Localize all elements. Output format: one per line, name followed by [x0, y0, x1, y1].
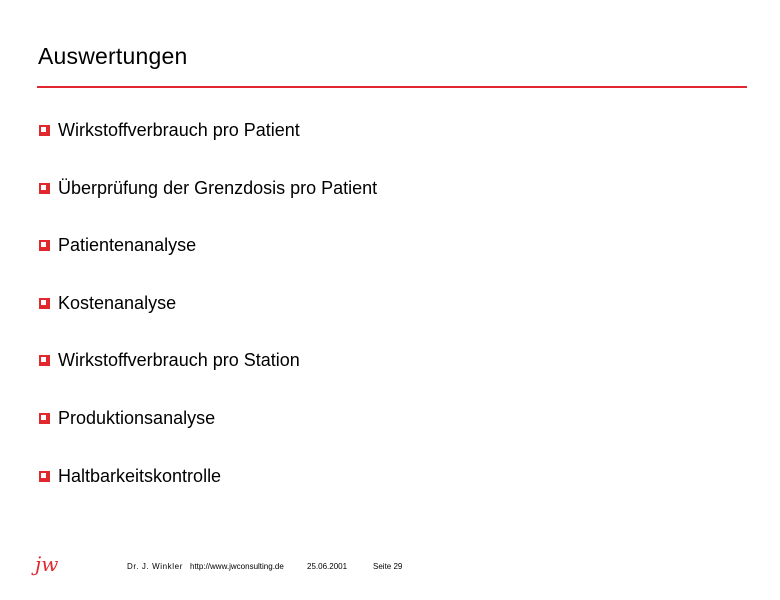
square-bullet-icon [39, 413, 50, 424]
square-bullet-icon [39, 471, 50, 482]
square-bullet-icon [39, 183, 50, 194]
footer-author: Dr. J. Winkler [127, 562, 183, 571]
list-item-label: Wirkstoffverbrauch pro Station [58, 350, 300, 371]
list-item [39, 404, 377, 462]
footer-page-number: Seite 29 [373, 562, 403, 571]
list-item-label: Haltbarkeitskontrolle [58, 465, 222, 486]
slide-title: Auswertungen [38, 43, 188, 69]
list-item [39, 174, 377, 232]
list-item [39, 346, 377, 404]
jw-logo: jw [35, 552, 59, 576]
title-divider [37, 86, 747, 88]
list-item-label: Überprüfung der Grenzdosis pro Patient [58, 177, 378, 198]
slide-footer [0, 552, 780, 582]
square-bullet-icon [39, 298, 50, 309]
list-item-label: Produktionsanalyse [58, 407, 216, 428]
footer-url: http://www.jwconsulting.de [190, 562, 284, 571]
list-item [39, 289, 377, 347]
list-item [39, 462, 377, 520]
list-item [39, 231, 377, 289]
list-item-label: Patientenanalyse [58, 235, 197, 256]
square-bullet-icon [39, 240, 50, 251]
list-item-label: Kostenanalyse [58, 292, 177, 313]
square-bullet-icon [39, 125, 50, 136]
footer-date: 25.06.2001 [307, 562, 348, 571]
list-item-label: Wirkstoffverbrauch pro Patient [58, 120, 300, 140]
bullet-list [39, 116, 377, 519]
list-item [39, 116, 377, 174]
square-bullet-icon [39, 355, 50, 366]
